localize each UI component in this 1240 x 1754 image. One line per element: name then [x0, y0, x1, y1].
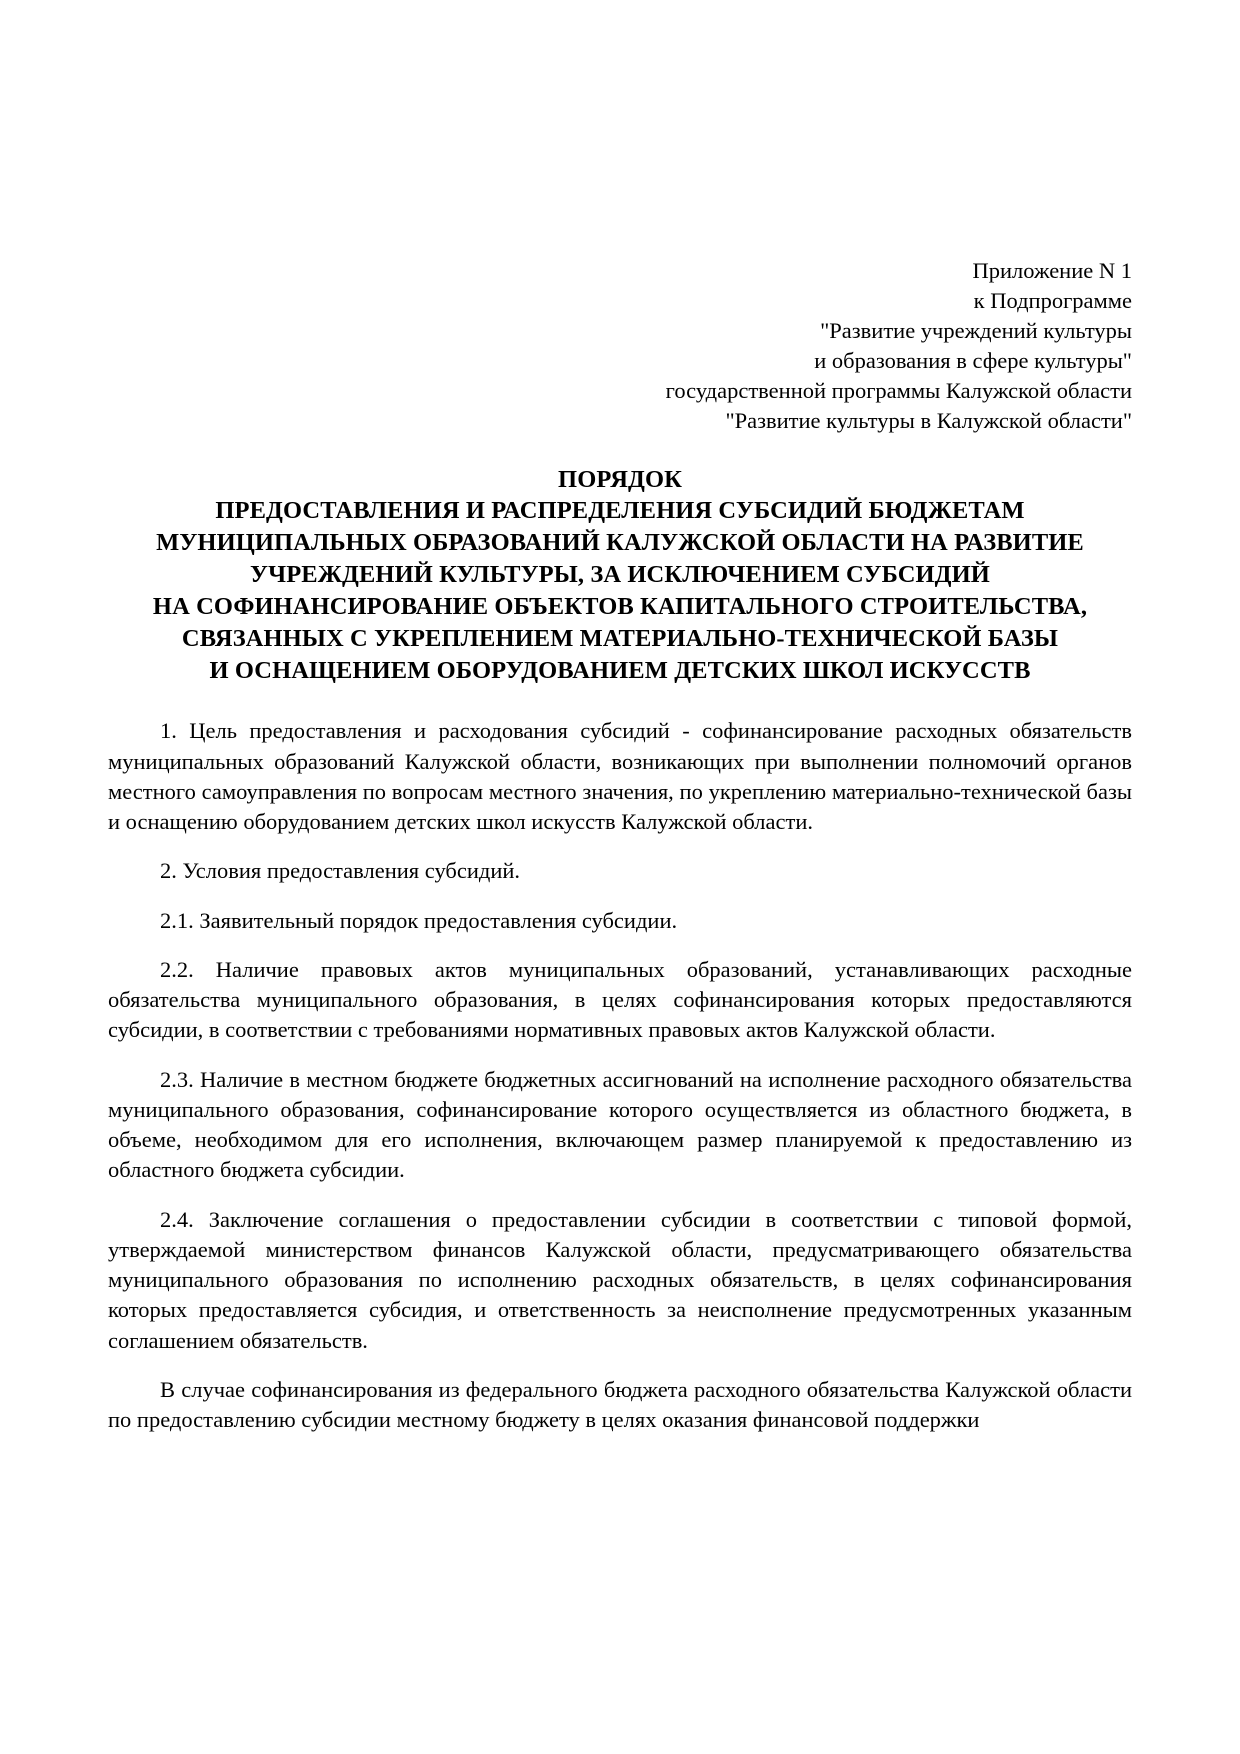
paragraph: 1. Цель предоставления и расходования субсидий - софинансирование расходных обязательств муниципальных образований Калужской области, возникающих при выполнении полномочий органов местного самоуправления по вопросам местного значения, по укреплению материально-технической базы и оснащению оборудованием детских школ искусств Калужской области.	[108, 718, 1132, 835]
paragraph: 2.2. Наличие правовых актов муниципальных образований, устанавливающих расходные обязательства муниципального образования, в целях софинансирования которых предоставляются субсидии, в соответствии с требованиями нормативных правовых актов Калужской области.	[108, 956, 1132, 1043]
paragraph: 2.1. Заявительный порядок предоставления субсидии.	[160, 907, 678, 933]
title-line: МУНИЦИПАЛЬНЫХ ОБРАЗОВАНИЙ КАЛУЖСКОЙ ОБЛАСТИ НА РАЗВИТИЕ	[156, 529, 1084, 557]
title-line: НА СОФИНАНСИРОВАНИЕ ОБЪЕКТОВ КАПИТАЛЬНОГО СТРОИТЕЛЬСТВА,	[152, 592, 1088, 620]
header-line: "Развитие учреждений культуры	[820, 317, 1132, 343]
header-line: и образования в сфере культуры"	[814, 347, 1132, 373]
header-line: к Подпрограмме	[973, 287, 1132, 313]
paragraph: В случае софинансирования из федерального бюджета расходного обязательства Калужской области по предоставлению субсидии местному бюджету в целях оказания финансовой поддержки	[108, 1376, 1132, 1433]
title-line: УЧРЕЖДЕНИЙ КУЛЬТУРЫ, ЗА ИСКЛЮЧЕНИЕМ СУБСИДИЙ	[250, 561, 990, 589]
title-line: И ОСНАЩЕНИЕМ ОБОРУДОВАНИЕМ ДЕТСКИХ ШКОЛ ИСКУССТВ	[209, 656, 1031, 684]
title-line: ПРЕДОСТАВЛЕНИЯ И РАСПРЕДЕЛЕНИЯ СУБСИДИЙ БЮДЖЕТАМ	[215, 497, 1025, 525]
title-line: СВЯЗАННЫХ С УКРЕПЛЕНИЕМ МАТЕРИАЛЬНО-ТЕХНИЧЕСКОЙ БАЗЫ	[181, 624, 1059, 652]
paragraph: 2.3. Наличие в местном бюджете бюджетных ассигнований на исполнение расходного обязательства муниципального образования, софинансирование которого осуществляется из областного бюджета, в объеме, необходимом для его исполнения, включающем размер планируемой к предоставлению из областного бюджета субсидии.	[108, 1066, 1132, 1183]
title-line: ПОРЯДОК	[558, 465, 682, 493]
header-line: государственной программы Калужской области	[665, 377, 1132, 403]
header-line: Приложение N 1	[972, 258, 1132, 283]
document-body	[108, 716, 1132, 1435]
header-line: "Развитие культуры в Калужской области"	[725, 407, 1132, 433]
paragraph: 2. Условия предоставления субсидий.	[160, 858, 521, 884]
document-title	[108, 464, 1132, 687]
document-reference-header	[108, 0, 1132, 436]
paragraph: 2.4. Заключение соглашения о предоставлении субсидии в соответствии с типовой формой, утверждаемой министерством финансов Калужской области, предусматривающего обязательства муниципального образования по исполнению расходных обязательств, в целях софинансирования которых предоставляется субсидия, и ответственность за неисполнение предусмотренных указанным соглашением обязательств.	[108, 1206, 1132, 1353]
